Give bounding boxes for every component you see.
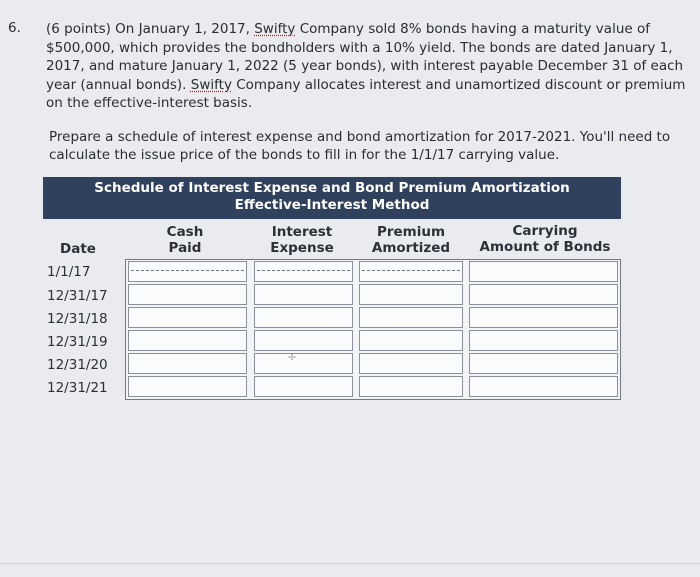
premium-amortized-input-row-5[interactable]	[359, 353, 463, 374]
cash-paid-input-row-6[interactable]	[128, 376, 247, 397]
question-line-1-rest: Company sold 8% bonds having a maturity value of	[295, 21, 650, 37]
dashed-placeholder	[362, 270, 460, 271]
premium-amortized-input-row-3[interactable]	[359, 307, 463, 328]
dashed-placeholder	[131, 270, 244, 271]
cash-paid-input-row-3[interactable]	[128, 307, 247, 328]
question-line-4-rest: Company allocates interest and unamortized discount or premium	[231, 76, 686, 93]
question-number: 6.	[8, 20, 21, 36]
column-header-date: Date	[60, 241, 96, 257]
cash-paid-input-row-1[interactable]	[128, 261, 247, 282]
row-date: 1/1/17	[47, 264, 91, 280]
premium-amortized-input-row-4[interactable]	[359, 330, 463, 351]
interest-expense-input-row-6[interactable]	[254, 376, 353, 397]
carrying-amount-input-row-6[interactable]	[469, 376, 618, 397]
premium-line-2: Amortized	[371, 240, 451, 256]
cash-paid-line-1: Cash	[166, 224, 204, 240]
row-date: 12/31/17	[47, 288, 108, 304]
instructions-line-1: Prepare a schedule of interest expense and bond amortization for 2017-2021. You'll need to	[49, 129, 671, 145]
question-line-5: on the effective-interest basis.	[46, 95, 253, 111]
question-line-2: $500,000, which provides the bondholders with a 10% yield. The bonds are dated January 1,	[46, 39, 673, 56]
interest-expense-input-row-5[interactable]	[254, 353, 353, 374]
question-line-1-start: (6 points) On January 1, 2017,	[46, 21, 255, 37]
cash-paid-input-row-4[interactable]	[128, 330, 247, 351]
premium-line-1: Premium	[376, 224, 446, 240]
cash-paid-input-row-2[interactable]	[128, 284, 247, 305]
interest-expense-input-row-3[interactable]	[254, 307, 353, 328]
interest-line-1: Interest	[271, 224, 333, 240]
company-name: Swifty	[254, 21, 296, 37]
instructions-line-2: calculate the issue price of the bonds to fill in for the 1/1/17 carrying value.	[49, 147, 560, 163]
carrying-line-2: Amount of Bonds	[479, 239, 611, 255]
carrying-amount-input-row-2[interactable]	[469, 284, 618, 305]
text-cursor-icon: ÷	[287, 350, 298, 364]
carrying-amount-input-row-5[interactable]	[469, 353, 618, 374]
row-date: 12/31/19	[47, 334, 108, 350]
column-header-premium-amortized	[368, 224, 454, 256]
page-divider	[0, 563, 700, 564]
premium-amortized-input-row-6[interactable]	[359, 376, 463, 397]
question-text	[46, 20, 691, 113]
interest-line-2: Expense	[270, 240, 334, 256]
cash-paid-input-row-5[interactable]	[128, 353, 247, 374]
column-header-interest-expense	[264, 224, 340, 256]
carrying-amount-input-row-1[interactable]	[469, 261, 618, 282]
schedule-subtitle: Effective-Interest Method	[234, 197, 430, 213]
question-line-3: 2017, and mature January 1, 2022 (5 year bonds), with interest payable December 31 of each	[46, 58, 684, 74]
carrying-line-1: Carrying	[512, 223, 578, 239]
row-date: 12/31/18	[47, 311, 108, 327]
question-line-1	[46, 20, 691, 39]
company-name: Swifty	[190, 76, 232, 93]
schedule-title-bar	[43, 177, 621, 219]
interest-expense-input-row-2[interactable]	[254, 284, 353, 305]
question-line-4-start: year (annual bonds).	[46, 76, 191, 93]
premium-amortized-input-row-2[interactable]	[359, 284, 463, 305]
interest-expense-input-row-1[interactable]	[254, 261, 353, 282]
carrying-amount-input-row-3[interactable]	[469, 307, 618, 328]
schedule-title: Schedule of Interest Expense and Bond Premium Amortization	[94, 180, 570, 196]
row-date: 12/31/20	[47, 357, 108, 373]
interest-expense-input-row-4[interactable]	[254, 330, 353, 351]
cash-paid-line-2: Paid	[168, 240, 202, 256]
carrying-amount-input-row-4[interactable]	[469, 330, 618, 351]
dashed-placeholder	[257, 270, 350, 271]
instructions	[49, 128, 689, 164]
question-line-4	[46, 76, 691, 95]
column-header-cash-paid	[160, 224, 210, 256]
premium-amortized-input-row-1[interactable]	[359, 261, 463, 282]
column-header-carrying-amount	[478, 223, 612, 255]
row-date: 12/31/21	[47, 380, 108, 396]
